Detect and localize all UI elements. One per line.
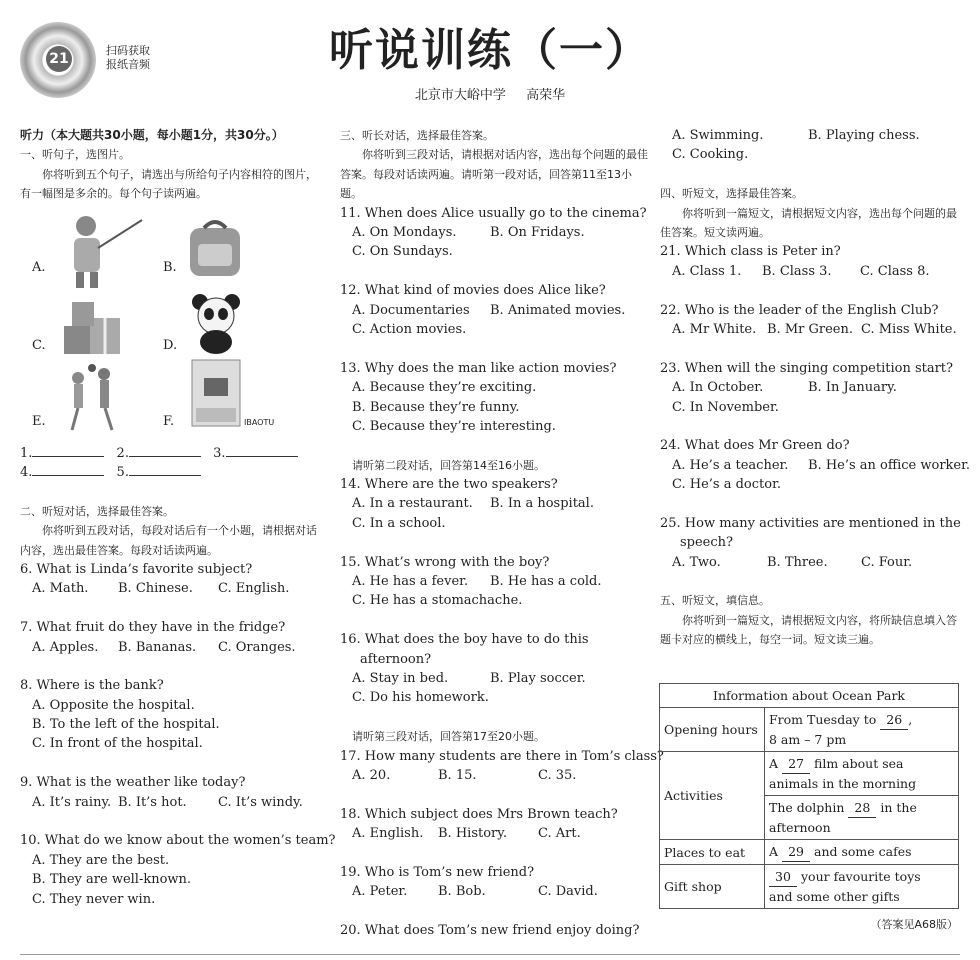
option[interactable]: C. David. <box>538 884 598 900</box>
section-4-instructions: 你将听到一篇短文，请根据短文内容，选出每个问题的最佳答案。短文读两遍。 <box>660 206 957 239</box>
option[interactable]: A. Class 1. <box>672 263 742 279</box>
question-17: 17. How many students are there in Tom’s class? <box>340 748 664 764</box>
text: afternoon <box>769 820 831 835</box>
byline <box>0 84 980 103</box>
option[interactable]: B. Three. <box>767 554 828 570</box>
option[interactable]: A. Swimming. <box>672 128 764 143</box>
question-16-cont: afternoon? <box>360 651 432 667</box>
section-3-instructions: 你将听到三段对话，请根据对话内容，选出每个问题的最佳答案。每段对话读两遍。请听第一段对话，回答第11至13小题。 <box>340 148 648 201</box>
fill-blank-27[interactable]: 27 <box>782 754 810 774</box>
text: A <box>769 756 779 771</box>
options-20 <box>660 126 960 145</box>
option[interactable]: A. He has a fever. <box>352 574 469 590</box>
option[interactable]: B. History. <box>438 826 507 842</box>
answer-blanks-row-2 <box>20 463 320 482</box>
gifts-icon <box>60 296 130 358</box>
section-3-title: 三、听长对话，选择最佳答案。 <box>340 129 494 142</box>
table-row <box>660 840 959 865</box>
option[interactable]: A. Math. <box>32 581 89 597</box>
question-22: 22. Who is the leader of the English Club? <box>660 302 939 318</box>
row-label: Places to eat <box>660 840 765 865</box>
pic-label-d: D. <box>163 337 178 353</box>
option[interactable]: A. Opposite the hospital. <box>32 697 195 713</box>
text: film about sea <box>814 756 904 771</box>
blank-label-2: 2. <box>116 445 129 461</box>
qr-badge: 21 <box>46 46 72 72</box>
section-1-title: 一、听句子，选图片。 <box>20 148 130 162</box>
options-18 <box>340 824 648 843</box>
option[interactable]: B. Because they’re funny. <box>352 399 520 415</box>
option[interactable]: A. He’s a teacher. <box>672 457 789 473</box>
option[interactable]: C. Do his homework. <box>352 690 489 706</box>
option[interactable]: A. On Mondays. <box>352 225 457 240</box>
option[interactable]: B. On Fridays. <box>490 225 585 240</box>
option[interactable]: C. On Sundays. <box>352 244 453 260</box>
option[interactable]: B. Bananas. <box>118 639 197 655</box>
options-17 <box>340 766 648 785</box>
options-25 <box>660 553 960 572</box>
question-11: 11. When does Alice usually go to the cinema? <box>340 205 647 221</box>
option[interactable]: A. Mr White. <box>672 321 757 337</box>
basketball-players-icon <box>58 364 130 434</box>
pic-label-a: A. <box>32 259 46 275</box>
options-22 <box>660 320 960 339</box>
option[interactable]: C. In front of the hospital. <box>32 736 203 752</box>
question-7: 7. What fruit do they have in the fridge? <box>20 620 286 636</box>
options-19 <box>340 882 648 901</box>
text: From Tuesday to <box>769 712 877 727</box>
column-1 <box>20 126 336 909</box>
option[interactable]: B. Play soccer. <box>490 670 586 686</box>
option[interactable]: C. 35. <box>538 767 577 783</box>
options-14 <box>340 494 648 513</box>
column-3 <box>660 126 971 650</box>
school-name: 北京市大峪中学 <box>414 88 506 103</box>
text: The dolphin <box>769 800 845 815</box>
option[interactable]: B. He has a cold. <box>490 574 602 590</box>
blank-label-5: 5. <box>116 464 129 480</box>
options-6 <box>20 579 320 598</box>
table-row <box>660 752 959 796</box>
fill-blank-26[interactable]: 26 <box>880 710 908 730</box>
options-24 <box>660 456 971 475</box>
answer-blank-2[interactable] <box>129 444 201 457</box>
table-row <box>660 708 959 752</box>
fill-blank-29[interactable]: 29 <box>782 842 810 862</box>
text: A <box>769 844 779 859</box>
segment-2-note: 请听第二段对话，回答第14至16小题。 <box>352 458 545 472</box>
qr-note-line-1: 扫码获取 <box>106 44 150 57</box>
answer-reference: （答案见A68版） <box>870 918 958 931</box>
text: and some cafes <box>814 844 912 859</box>
fill-blank-28[interactable]: 28 <box>848 798 876 818</box>
question-12: 12. What kind of movies does Alice like? <box>340 283 606 299</box>
option[interactable]: A. 20. <box>352 767 391 783</box>
options-15 <box>340 572 648 591</box>
options-16 <box>340 669 648 688</box>
pic-label-c: C. <box>32 337 46 353</box>
options-12 <box>340 301 648 320</box>
page-header <box>0 0 980 115</box>
option[interactable]: C. Action movies. <box>352 321 467 337</box>
row-content <box>765 840 959 865</box>
option[interactable]: A. It’s rainy. <box>32 794 112 810</box>
section-4-title: 四、听短文，选择最佳答案。 <box>660 187 803 201</box>
option[interactable]: B. It’s hot. <box>118 794 187 810</box>
options-11 <box>340 223 648 242</box>
options-7 <box>20 638 320 657</box>
answer-blanks-row-1 <box>20 444 320 463</box>
options-21 <box>660 262 960 281</box>
option[interactable]: B. They are well-known. <box>32 872 192 888</box>
teacher-icon <box>56 212 146 290</box>
question-15: 15. What’s wrong with the boy? <box>340 554 550 570</box>
option[interactable]: C. He has a stomachache. <box>352 593 523 609</box>
option[interactable]: A. Two. <box>672 554 721 570</box>
row-content <box>765 865 959 909</box>
section-2-title: 二、听短对话，选择最佳答案。 <box>20 504 174 518</box>
panda-icon <box>190 292 242 354</box>
qr-note-line-2: 报纸音频 <box>106 58 150 71</box>
pic-f-caption: IBAOTU <box>244 417 275 427</box>
option[interactable]: C. It’s windy. <box>218 794 303 810</box>
section-1-instructions: 你将听到五个句子，请选出与所给句子内容相符的图片，有一幅图是多余的。每个句子读两遍。 <box>20 167 317 201</box>
fill-blank-30[interactable]: 30 <box>769 867 797 887</box>
pic-label-b: B. <box>163 259 177 275</box>
question-25-cont: speech? <box>680 535 734 551</box>
column-2 <box>340 126 664 940</box>
answer-blank-5[interactable] <box>129 463 201 476</box>
section-5-title: 五、听短文，填信息。 <box>660 594 770 608</box>
option[interactable]: B. 15. <box>438 767 477 783</box>
options-23 <box>660 378 960 397</box>
option[interactable]: A. Peter. <box>352 884 408 900</box>
question-16: 16. What does the boy have to do this <box>340 632 589 648</box>
options-9 <box>20 793 320 812</box>
option[interactable]: C. Miss White. <box>861 321 957 337</box>
question-24: 24. What does Mr Green do? <box>660 438 850 454</box>
option[interactable]: A. Because they’re exciting. <box>352 380 537 396</box>
text: and some other gifts <box>769 889 900 904</box>
option[interactable]: A. Apples. <box>32 639 99 655</box>
option[interactable]: C. English. <box>218 581 290 597</box>
question-9: 9. What is the weather like today? <box>20 775 246 791</box>
question-18: 18. Which subject does Mrs Brown teach? <box>340 806 618 822</box>
question-19: 19. Who is Tom’s new friend? <box>340 864 535 880</box>
option[interactable]: C. In a school. <box>352 515 446 531</box>
bottom-divider <box>20 954 960 955</box>
option[interactable]: B. Playing chess. <box>808 128 920 143</box>
table-row <box>660 865 959 909</box>
row-content <box>765 796 959 840</box>
page-title: 听说训练（一） <box>329 25 651 76</box>
option[interactable]: A. In a restaurant. <box>352 496 473 512</box>
option[interactable]: B. Chinese. <box>118 581 193 597</box>
section-5-instructions: 你将听到一篇短文，请根据短文内容，将所缺信息填入答题卡对应的横线上，每空一词。短文读三遍。 <box>660 613 957 647</box>
question-25: 25. How many activities are mentioned in the <box>660 515 961 531</box>
option[interactable]: C. Oranges. <box>218 639 296 655</box>
question-13: 13. Why does the man like action movies? <box>340 360 617 376</box>
answer-blank-1[interactable] <box>32 444 104 457</box>
pic-label-f: F. <box>163 413 175 429</box>
text: 8 am – 7 pm <box>769 732 847 747</box>
pic-label-e: E. <box>32 413 46 429</box>
row-label: Opening hours <box>660 708 765 752</box>
blank-label-3: 3. <box>213 445 226 461</box>
author-name: 高荣华 <box>526 88 566 103</box>
row-content <box>765 752 959 796</box>
option[interactable]: C. Because they’re interesting. <box>352 418 556 434</box>
option[interactable]: C. They never win. <box>32 891 156 907</box>
option[interactable]: B. Animated movies. <box>490 302 626 318</box>
blank-label-1: 1. <box>20 445 33 461</box>
question-23: 23. When will the singing competition start? <box>660 360 954 376</box>
option[interactable]: C. In November. <box>672 399 779 415</box>
ocean-park-info-table <box>659 683 959 909</box>
option[interactable]: A. Documentaries <box>352 302 470 318</box>
blank-label-4: 4. <box>20 464 33 480</box>
option[interactable]: A. In October. <box>672 380 764 396</box>
table-title: Information about Ocean Park <box>660 684 959 708</box>
backpack-icon <box>184 218 248 280</box>
option[interactable]: A. Stay in bed. <box>352 670 449 686</box>
row-label: Activities <box>660 752 765 840</box>
option[interactable]: C. He’s a doctor. <box>672 477 781 493</box>
segment-3-note: 请听第三段对话，回答第17至20小题。 <box>352 730 545 744</box>
option[interactable]: C. Cooking. <box>672 147 749 163</box>
shop-counter-icon <box>190 358 242 428</box>
option[interactable]: B. In a hospital. <box>490 496 594 512</box>
option[interactable]: B. Bob. <box>438 884 486 900</box>
option[interactable]: A. They are the best. <box>32 852 170 868</box>
text: animals in the morning <box>769 776 917 791</box>
question-14: 14. Where are the two speakers? <box>340 477 558 493</box>
question-10: 10. What do we know about the women’s team? <box>20 833 336 849</box>
part-title: 听力（本大题共30小题，每小题1分，共30分。） <box>20 128 284 142</box>
option[interactable]: B. Mr Green. <box>767 321 853 337</box>
text: your favourite toys <box>800 869 921 884</box>
picture-grid <box>20 204 320 444</box>
question-21: 21. Which class is Peter in? <box>660 244 841 260</box>
option[interactable]: C. Art. <box>538 826 581 842</box>
option[interactable]: C. Class 8. <box>860 263 930 279</box>
option[interactable]: B. To the left of the hospital. <box>32 717 220 733</box>
answer-blank-4[interactable] <box>32 463 104 476</box>
row-content <box>765 708 959 752</box>
option[interactable]: B. He’s an office worker. <box>808 457 971 473</box>
option[interactable]: B. In January. <box>808 380 897 396</box>
question-8: 8. Where is the bank? <box>20 678 164 694</box>
option[interactable]: B. Class 3. <box>762 263 832 279</box>
option[interactable]: A. English. <box>352 826 424 842</box>
section-2-instructions: 你将听到五段对话，每段对话后有一个小题，请根据对话内容，选出最佳答案。每段对话读两遍。 <box>20 524 317 557</box>
option[interactable]: C. Four. <box>861 554 913 570</box>
text: , <box>908 712 913 727</box>
question-6: 6. What is Linda’s favorite subject? <box>20 561 253 577</box>
question-20: 20. What does Tom’s new friend enjoy doing? <box>340 923 640 939</box>
answer-blank-3[interactable] <box>226 444 298 457</box>
row-label: Gift shop <box>660 865 765 909</box>
text: in the <box>880 800 917 815</box>
